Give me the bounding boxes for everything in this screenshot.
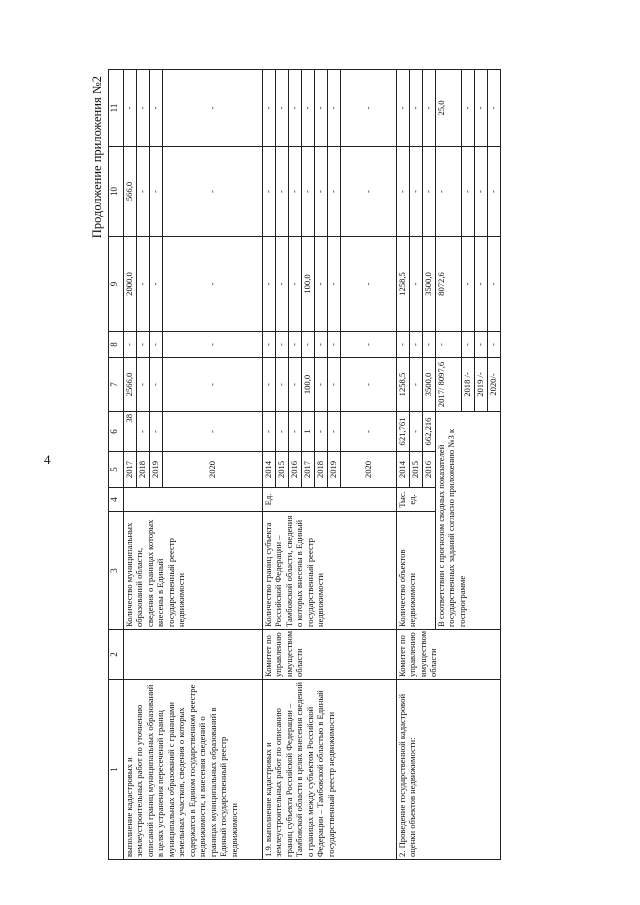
value-cell: - <box>289 147 302 237</box>
value-cell: - <box>410 70 423 147</box>
indicator-cell: Количество границ субъекта Российской Федерации – Тамбовской области, сведения о которых внесены в Единый государственный реестр недвижимости <box>263 512 397 630</box>
rotated-table-area <box>88 70 528 860</box>
col-header: 1 <box>109 680 124 860</box>
value-cell: 2000,0 <box>124 237 137 332</box>
value-cell: - <box>315 358 328 412</box>
year-cell: 2017 <box>124 452 137 488</box>
value-cell: - <box>137 147 150 237</box>
value-cell: - <box>302 147 315 237</box>
value-cell: - <box>341 147 397 237</box>
value-cell: - <box>137 332 150 358</box>
value-cell: - <box>150 70 163 147</box>
value-cell: - <box>289 358 302 412</box>
col-header: 8 <box>109 332 124 358</box>
value-cell: - <box>137 358 150 412</box>
value-cell: - <box>436 332 462 358</box>
year-value-cell: 2019 /- <box>475 358 488 412</box>
value-cell: - <box>263 412 276 452</box>
value-cell: - <box>150 237 163 332</box>
value-cell: - <box>124 332 137 358</box>
value-cell: 662,216 <box>423 412 436 452</box>
page-number: 4 <box>44 452 51 467</box>
value-cell: - <box>263 358 276 412</box>
value-cell: - <box>315 332 328 358</box>
value-cell: - <box>137 412 150 452</box>
value-cell: - <box>263 332 276 358</box>
value-cell: - <box>163 237 263 332</box>
activity-description: 2. Проведение государственной кадастровой оценки объектов недвижимости: <box>397 680 501 860</box>
col-header: 2 <box>109 630 124 680</box>
value-cell: - <box>150 332 163 358</box>
executor-cell: Комитет по управлению имуществом области <box>397 630 501 680</box>
value-cell: - <box>341 412 397 452</box>
value-cell: - <box>263 237 276 332</box>
value-cell: 25,0 <box>436 70 462 147</box>
value-cell: - <box>462 237 475 332</box>
value-cell: - <box>163 332 263 358</box>
value-cell: 566,0 <box>124 147 137 237</box>
value-cell: - <box>150 358 163 412</box>
value-cell: - <box>276 237 289 332</box>
value-cell: - <box>462 332 475 358</box>
col-header: 9 <box>109 237 124 332</box>
value-cell: - <box>276 332 289 358</box>
col-header: 4 <box>109 488 124 512</box>
activity-description: 1.9. выполнение кадастровых и землеустроительных работ по описанию границ субъекта Российской Федерации – Тамбовской области в целях внесения сведений о границах между субъектом Российской Федерации – Тамбовской областью в Единый государственный реестр недвижимости <box>263 680 397 860</box>
year-cell: 2019 <box>150 452 163 488</box>
year-cell: 2018 <box>315 452 328 488</box>
value-cell: - <box>410 147 423 237</box>
column-number-row <box>109 70 124 860</box>
value-cell: - <box>488 70 501 147</box>
value-cell: - <box>410 237 423 332</box>
table-row <box>263 70 276 860</box>
table-row <box>397 70 410 860</box>
value-cell: - <box>488 237 501 332</box>
value-cell: - <box>163 70 263 147</box>
year-cell: 2017 <box>302 452 315 488</box>
value-cell: - <box>328 70 341 147</box>
value-cell: - <box>163 147 263 237</box>
value-cell: - <box>341 70 397 147</box>
value-cell: 1258,5 <box>397 358 410 412</box>
value-cell: - <box>315 70 328 147</box>
col-header: 5 <box>109 452 124 488</box>
value-cell: - <box>137 237 150 332</box>
value-cell: - <box>315 147 328 237</box>
value-cell: - <box>423 332 436 358</box>
value-cell: - <box>263 70 276 147</box>
executor-cell: Комитет по управлению имуществом области <box>263 630 397 680</box>
year-value-cell: 2018 /- <box>462 358 475 412</box>
value-cell: - <box>289 70 302 147</box>
value-cell: - <box>163 358 263 412</box>
value-cell: - <box>302 332 315 358</box>
executor-cell <box>124 630 263 680</box>
col-header: 11 <box>109 70 124 147</box>
indicator-cell: Количество муниципальных образований области, сведения о границах которых внесены в Единый государственный реестр недвижимости <box>124 512 263 630</box>
value-cell: 621,761 <box>397 412 410 452</box>
value-cell: - <box>475 237 488 332</box>
value-cell: 3500,0 <box>423 237 436 332</box>
value-cell: - <box>328 358 341 412</box>
value-cell: - <box>423 147 436 237</box>
value-cell: - <box>341 237 397 332</box>
value-cell: 100,0 <box>302 237 315 332</box>
table-row <box>124 70 137 860</box>
value-cell: - <box>410 332 423 358</box>
program-table <box>108 69 501 860</box>
value-cell: - <box>397 70 410 147</box>
value-cell: 2566,0 <box>124 358 137 412</box>
value-cell: - <box>328 412 341 452</box>
value-cell: - <box>289 237 302 332</box>
year-cell: 2020 <box>341 452 397 488</box>
value-cell: - <box>488 147 501 237</box>
value-cell: - <box>328 147 341 237</box>
unit-cell: Ед. <box>263 488 397 512</box>
year-value-cell: 2017/ 8097,6 <box>436 358 462 412</box>
year-value-cell: 2020/- <box>488 358 501 412</box>
value-cell: - <box>341 358 397 412</box>
unit-cell: Тыс. ед. <box>397 488 436 512</box>
value-cell: - <box>137 70 150 147</box>
year-cell: 2019 <box>328 452 341 488</box>
value-cell: - <box>315 237 328 332</box>
col-header: 6 <box>109 412 124 452</box>
value-cell: - <box>276 358 289 412</box>
value-cell: - <box>163 412 263 452</box>
value-cell: - <box>150 412 163 452</box>
note-cell: В соответствии с прогнозом сводных показателей государственных заданий согласно приложению №3 к госпрограмме <box>436 412 501 630</box>
value-cell: - <box>462 147 475 237</box>
value-cell: 100,0 <box>302 358 315 412</box>
activity-description: выполнение кадастровых и землеустроительных работ по уточнению описаний границ муниципальных образований в целях устранения пересечений границ муниципальных образований с границами земельных участков, сведения о которых содержатся в Едином государственном реестре недвижимости, и внесения сведений о границах муниципальных образований в Единый государственный реестр недвижимости <box>124 680 263 860</box>
value-cell: - <box>462 70 475 147</box>
value-cell: - <box>150 147 163 237</box>
value-cell: - <box>328 237 341 332</box>
value-cell: - <box>276 412 289 452</box>
year-cell: 2016 <box>289 452 302 488</box>
value-cell: - <box>397 147 410 237</box>
value-cell: 38 <box>124 412 137 452</box>
value-cell: - <box>410 412 423 452</box>
year-cell: 2015 <box>276 452 289 488</box>
value-cell: - <box>436 147 462 237</box>
value-cell: - <box>289 332 302 358</box>
value-cell: - <box>328 332 341 358</box>
year-cell: 2014 <box>263 452 276 488</box>
value-cell: - <box>475 70 488 147</box>
value-cell: - <box>423 70 436 147</box>
value-cell: - <box>289 412 302 452</box>
value-cell: - <box>276 70 289 147</box>
value-cell: - <box>475 147 488 237</box>
value-cell: - <box>315 412 328 452</box>
col-header: 10 <box>109 147 124 237</box>
value-cell: - <box>341 332 397 358</box>
value-cell: - <box>397 332 410 358</box>
value-cell: - <box>263 147 276 237</box>
year-cell: 2020 <box>163 452 263 488</box>
value-cell: 1 <box>302 412 315 452</box>
value-cell: - <box>475 332 488 358</box>
value-cell: - <box>302 70 315 147</box>
col-header: 3 <box>109 512 124 630</box>
col-header: 7 <box>109 358 124 412</box>
indicator-cell: Количество объектов недвижимости <box>397 512 436 630</box>
year-cell: 2014 <box>397 452 410 488</box>
value-cell: 3500,0 <box>423 358 436 412</box>
value-cell: 8072,6 <box>436 237 462 332</box>
value-cell: - <box>488 332 501 358</box>
year-cell: 2015 <box>410 452 423 488</box>
year-cell: 2018 <box>137 452 150 488</box>
value-cell: 1258,5 <box>397 237 410 332</box>
unit-cell <box>124 488 263 512</box>
value-cell: - <box>276 147 289 237</box>
continuation-note: Продолжение приложения №2 <box>90 76 104 239</box>
value-cell: - <box>124 70 137 147</box>
value-cell: - <box>410 358 423 412</box>
year-cell: 2016 <box>423 452 436 488</box>
